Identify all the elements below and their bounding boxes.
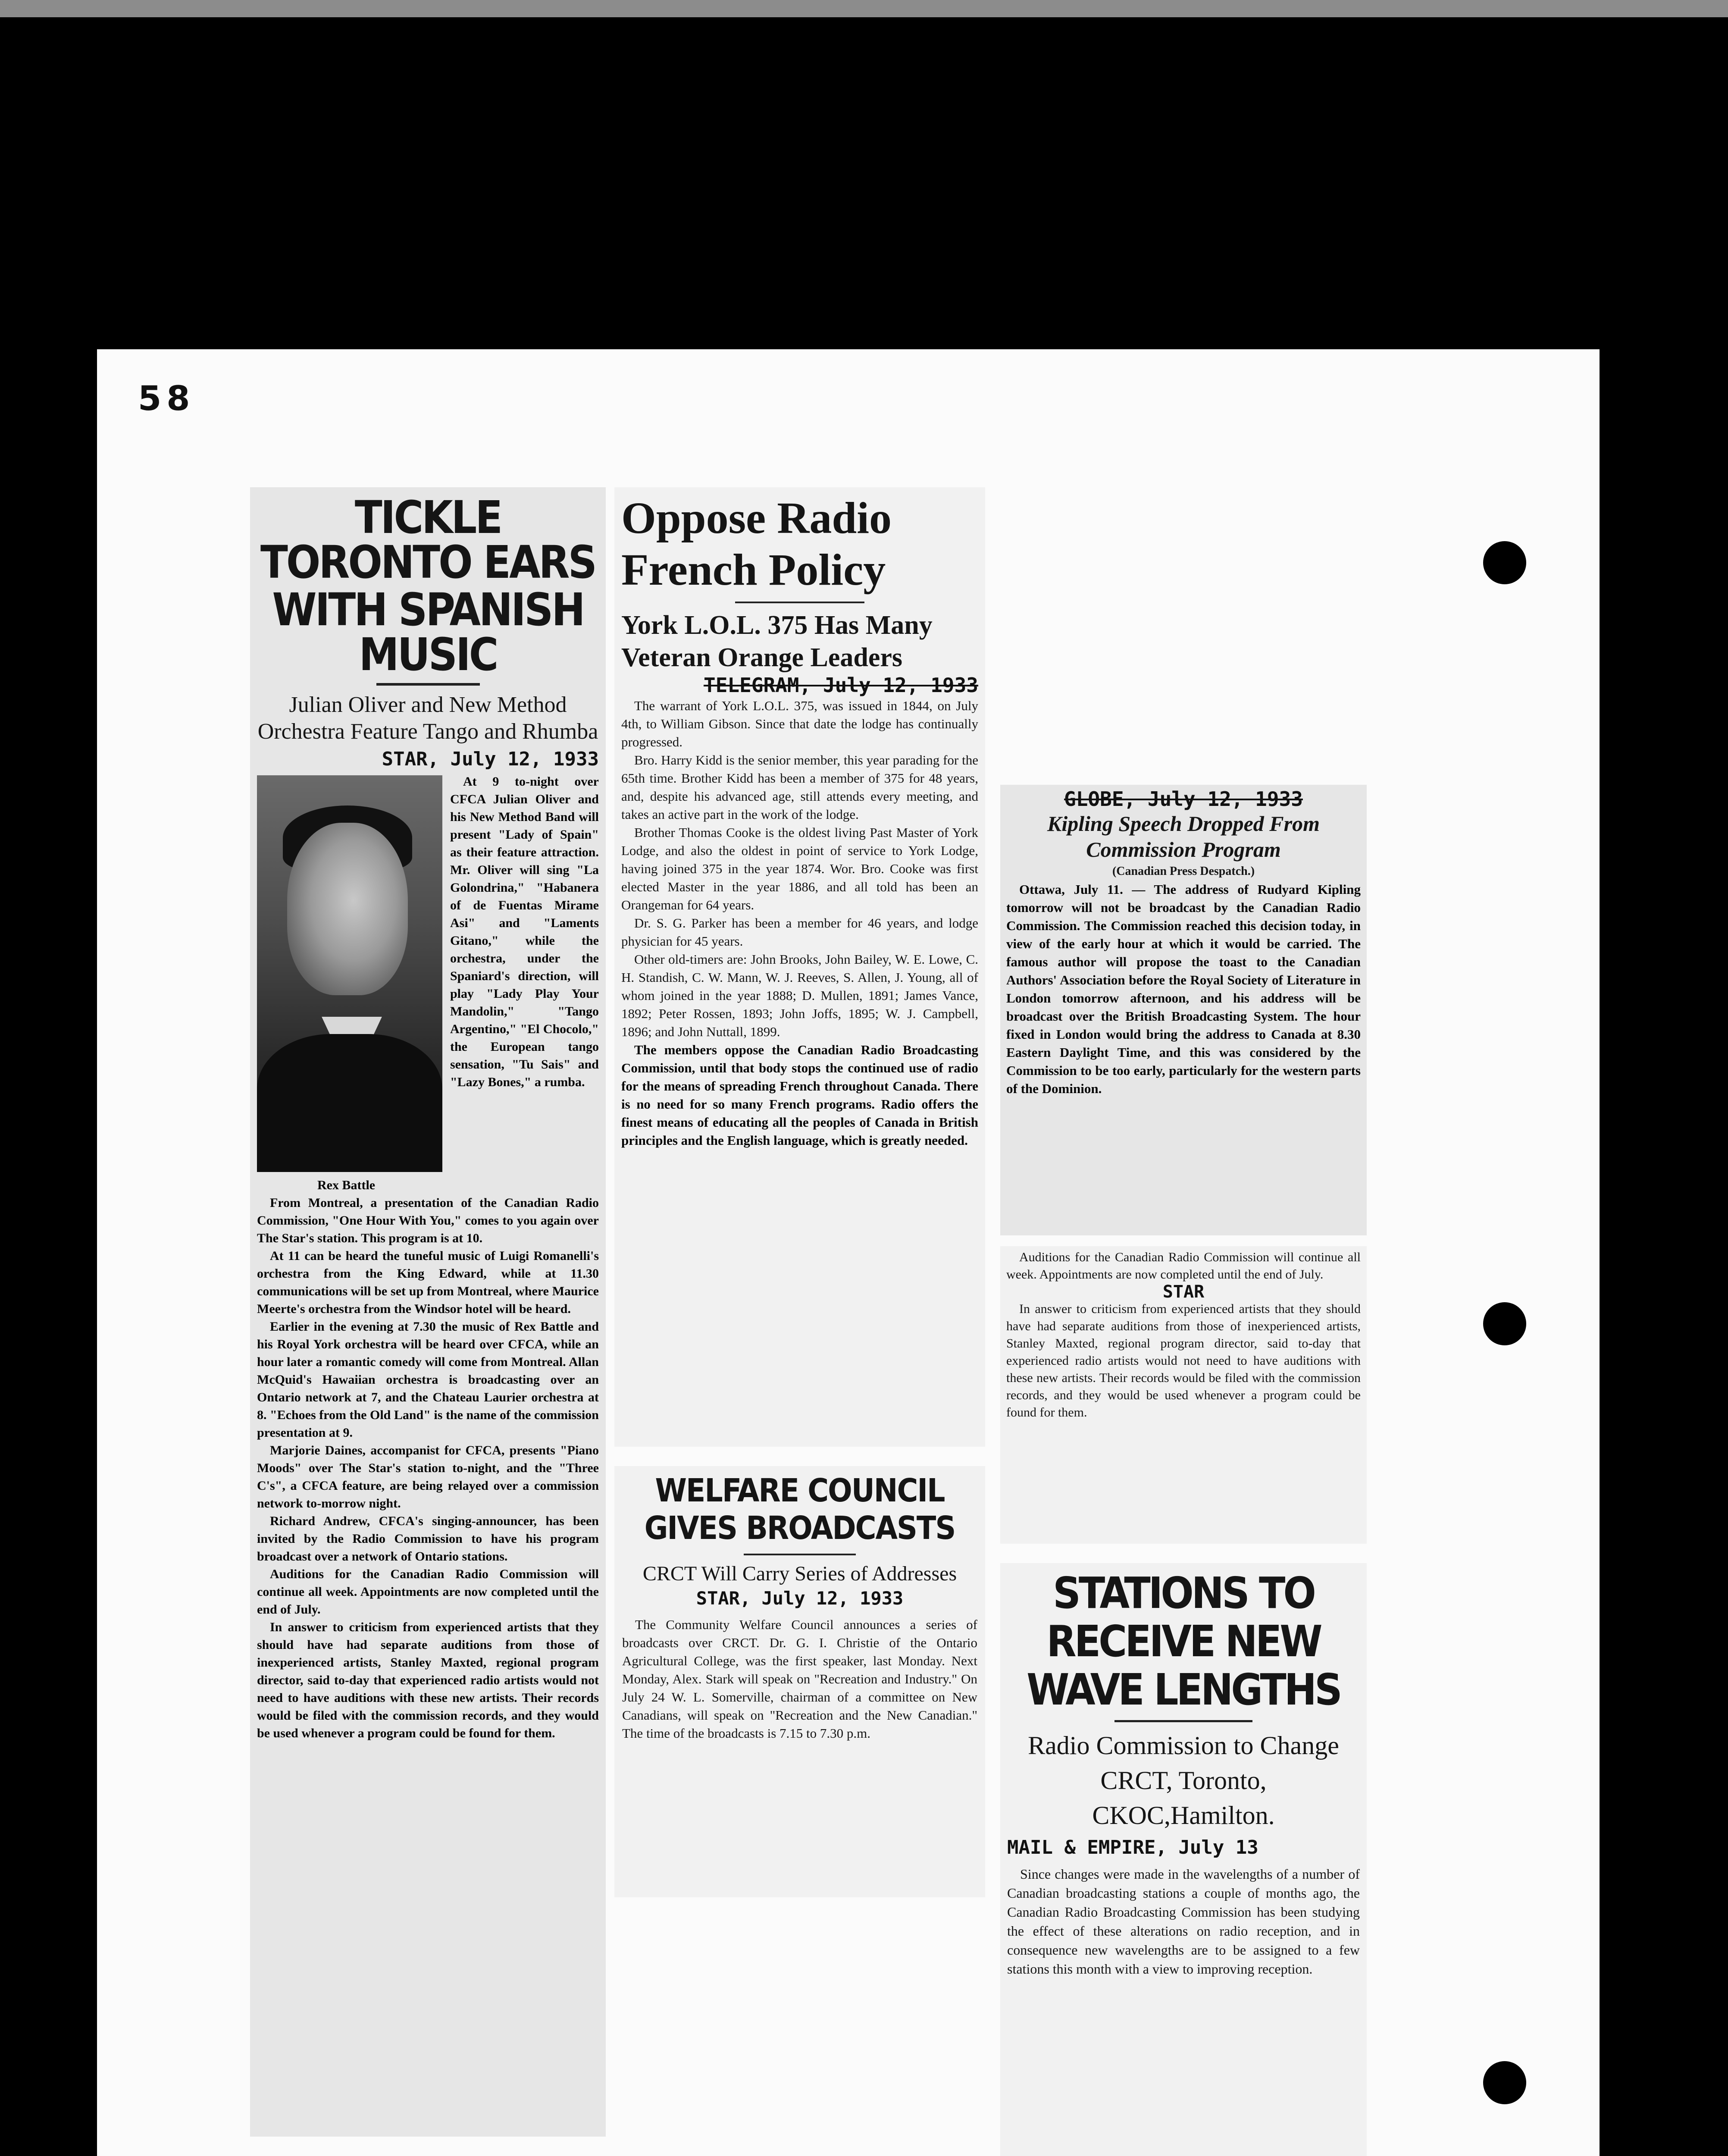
paragraph: The warrant of York L.O.L. 375, was issued in 1844, on July 4th, to William Gibson. Since that date the lodge has continually progressed. bbox=[621, 698, 978, 749]
binder-hole-middle bbox=[1483, 1302, 1526, 1345]
headline: Oppose Radio French Policy bbox=[621, 493, 892, 595]
subheadline: Julian Oliver and New Method Orchestra Feature Tango and Rhumba bbox=[257, 693, 598, 744]
paragraph: Marjorie Daines, accompanist for CFCA, presents "Piano Moods" over The Star's station to-night, and the "Three C's", a CFCA feature, are being relayed over a commission network to-morrow night. bbox=[257, 1443, 599, 1510]
headline: Kipling Speech Dropped From Commission Program bbox=[1047, 812, 1320, 862]
headline-rule bbox=[735, 602, 864, 603]
subheadline: York L.O.L. 375 Has Many Veteran Orange Leaders bbox=[621, 611, 933, 672]
paragraph: In answer to criticism from experienced artists that they should have had separate auditions from those of inexperienced artists, Stanley Maxted, regional program director, said to-day that experienced radio artists would not need to have auditions with these new artists. Their records would be filed with the commission records, and they would be used whenever a program could be found for them. bbox=[1006, 1302, 1361, 1420]
paragraph: Brother Thomas Cooke is the oldest living Past Master of York Lodge, and also the oldest in point of service to York Lodge, having joined 375 in the year 1874. Wor. Bro. Cooke was first elected Master in the year 1886, and all told has been an Orangeman for 64 years. bbox=[621, 824, 978, 912]
clipping-welfare-council bbox=[614, 1466, 985, 1897]
paragraph: In answer to criticism from experienced artists that they should have had separate auditions from those of inexperienced artists, Stanley Maxted, regional program director, said to-day that experienced radio artists would not need to have auditions with these new artists. Their records would be filed with the commission records, and they would be used whenever a program could be found for them. bbox=[257, 1620, 599, 1740]
paragraph: At 9 to-night over CFCA Julian Oliver and his New Method Band will present "Lady of Spain" as their feature attraction. Mr. Oliver will sing "La Golondrina," "Habanera of de Fuentas Mirame Asi" and "Laments Gitano," while the orchestra, under the Spaniard's direction, will play "Lady Play Your Mandolin," "Tango Argentino," "El Chocolo," the European tango sensation, "Tu Sais" and "Lazy Bones," a rumba. bbox=[450, 774, 599, 1089]
headline-rule bbox=[1114, 1720, 1252, 1722]
subheadline: CRCT Will Carry Series of Addresses bbox=[642, 1562, 957, 1585]
paragraph: Auditions for the Canadian Radio Commission will continue all week. Appointments are now completed until the end of July. bbox=[1006, 1250, 1361, 1282]
headline-line-1: TICKLE TORONTO EARS bbox=[260, 491, 595, 589]
paragraph: Ottawa, July 11. — The address of Rudyard Kipling tomorrow will not be broadcast by the Canadian Radio Commission. The Commission reached this decision today, in view of the early hour at which it would be carried. The famous author will propose the toast to the Canadian Authors' Association before the Royal Society of Literature in London tomorrow afternoon, and his address will be broadcast over the British Broadcasting System. The hour fixed in London would bring the address to Canada at 8.30 Eastern Daylight Time, and this was considered by the Commission to be too early, particularly for the western parts of the Dominion. bbox=[1006, 881, 1361, 1096]
paragraph: Dr. S. G. Parker has been a member for 46 years, and lodge physician for 45 years. bbox=[621, 915, 978, 949]
paragraph: Since changes were made in the wavelengths of a number of Canadian broadcasting stations a couple of months ago, the Canadian Radio Broadcasting Commission has been studying the effect of these alterations on radio reception, and in consequence new wavelengths are to be assigned to a few stations this month with a view to improving reception. bbox=[1007, 1866, 1360, 1977]
source-stamp: TELEGRAM, July 12, 1933 bbox=[704, 673, 978, 697]
paragraph: The members oppose the Canadian Radio Broadcasting Commission, until that body stops the continued use of radio for the means of spreading French throughout Canada. There is no need for so many French programs. Radio offers the finest means of educating all the peoples of Canada in British principles and the English language, which is greatly needed. bbox=[621, 1042, 978, 1148]
clipping-oppose-radio bbox=[614, 487, 985, 1447]
dateline-credit: (Canadian Press Despatch.) bbox=[1112, 865, 1255, 878]
headline-rule bbox=[744, 1554, 856, 1555]
paragraph: The Community Welfare Council announces a series of broadcasts over CRCT. Dr. G. I. Christie of the Ontario Agricultural College, was the first speaker, last Monday. Next Monday, Alex. Stark will speak on "Recreation and Industry." On July 24 W. L. Somerville, chairman of a committee on New Canadians, will speak on "Recreation and the New Canadian." The time of the broadcasts is 7.15 to 7.30 p.m. bbox=[622, 1617, 977, 1741]
binder-hole-top bbox=[1483, 541, 1526, 584]
binder-hole-bottom bbox=[1483, 2061, 1526, 2104]
subheadline: Radio Commission to Change CRCT, Toronto, CKOC,Hamilton. bbox=[1028, 1731, 1339, 1830]
clipping-kipling bbox=[1000, 785, 1367, 1235]
scanner-top-band bbox=[0, 0, 1728, 17]
paragraph: Richard Andrew, CFCA's singing-announcer, has been invited by the Radio Commission to have his program broadcast over a network of Ontario stations. bbox=[257, 1514, 599, 1564]
clipping-spanish-music bbox=[250, 487, 606, 2137]
headline: STATIONS TO RECEIVE NEW WAVE LENGTHS bbox=[1027, 1568, 1340, 1715]
paragraph: Bro. Harry Kidd is the senior member, this year parading for the 65th time. Brother Kidd has been a member of 375 for 48 years, and, despite his advanced age, still attends every meeting, and takes an active part in the work of the lodge. bbox=[621, 752, 978, 822]
portrait-photo bbox=[257, 775, 442, 1172]
clipping-stations-wave-lengths bbox=[1000, 1563, 1367, 2156]
paragraph: Other old-timers are: John Brooks, John Bailey, W. E. Lowe, C. H. Standish, C. W. Mann, W. J. Reeves, S. Allen, J. Young, all of whom joined in the year 1888; D. Mullen, 1891; James Vance, 1892; Peter Rossen, 1893; John Joffs, 1895; W. J. Campbell, 1896; and John Nuttall, 1899. bbox=[621, 951, 978, 1039]
paragraph: At 11 can be heard the tuneful music of Luigi Romanelli's orchestra from the King Edward, while at 11.30 communications will be set up from Montreal, where Maurice Meerte's orchestra from the Windsor hotel will be heard. bbox=[257, 1248, 599, 1316]
page-number: 58 bbox=[138, 379, 195, 418]
source-stamp: STAR, July 12, 1933 bbox=[696, 1588, 904, 1609]
source-stamp: STAR, July 12, 1933 bbox=[382, 748, 599, 770]
headline: WELFARE COUNCIL GIVES BROADCASTS bbox=[644, 1472, 955, 1547]
clipping-auditions bbox=[1000, 1246, 1367, 1544]
source-stamp: STAR bbox=[1162, 1282, 1205, 1302]
photo-caption: Rex Battle bbox=[317, 1178, 376, 1192]
source-stamp: MAIL & EMPIRE, July 13 bbox=[1007, 1836, 1258, 1858]
headline-rule bbox=[376, 683, 480, 686]
scrapbook-page bbox=[97, 349, 1600, 2156]
source-stamp: GLOBE, July 12, 1933 bbox=[1064, 787, 1303, 811]
paragraph: Auditions for the Canadian Radio Commission will continue all week. Appointments are now completed until the end of July. bbox=[257, 1567, 599, 1617]
paragraph: Earlier in the evening at 7.30 the music of Rex Battle and his Royal York orchestra will be heard over CFCA, while an hour later a romantic comedy will come from Montreal. Allan McQuid's Hawaiian orchestra is broadcasting over an Ontario network at 7, and the Chateau Laurier orchestra at 8. "Echoes from the Old Land" is the name of the commission presentation at 9. bbox=[257, 1319, 599, 1440]
headline-line-2: WITH SPANISH MUSIC bbox=[272, 583, 584, 681]
paragraph: From Montreal, a presentation of the Canadian Radio Commission, "One Hour With You," comes to you again over The Star's station. This program is at 10. bbox=[257, 1195, 599, 1245]
